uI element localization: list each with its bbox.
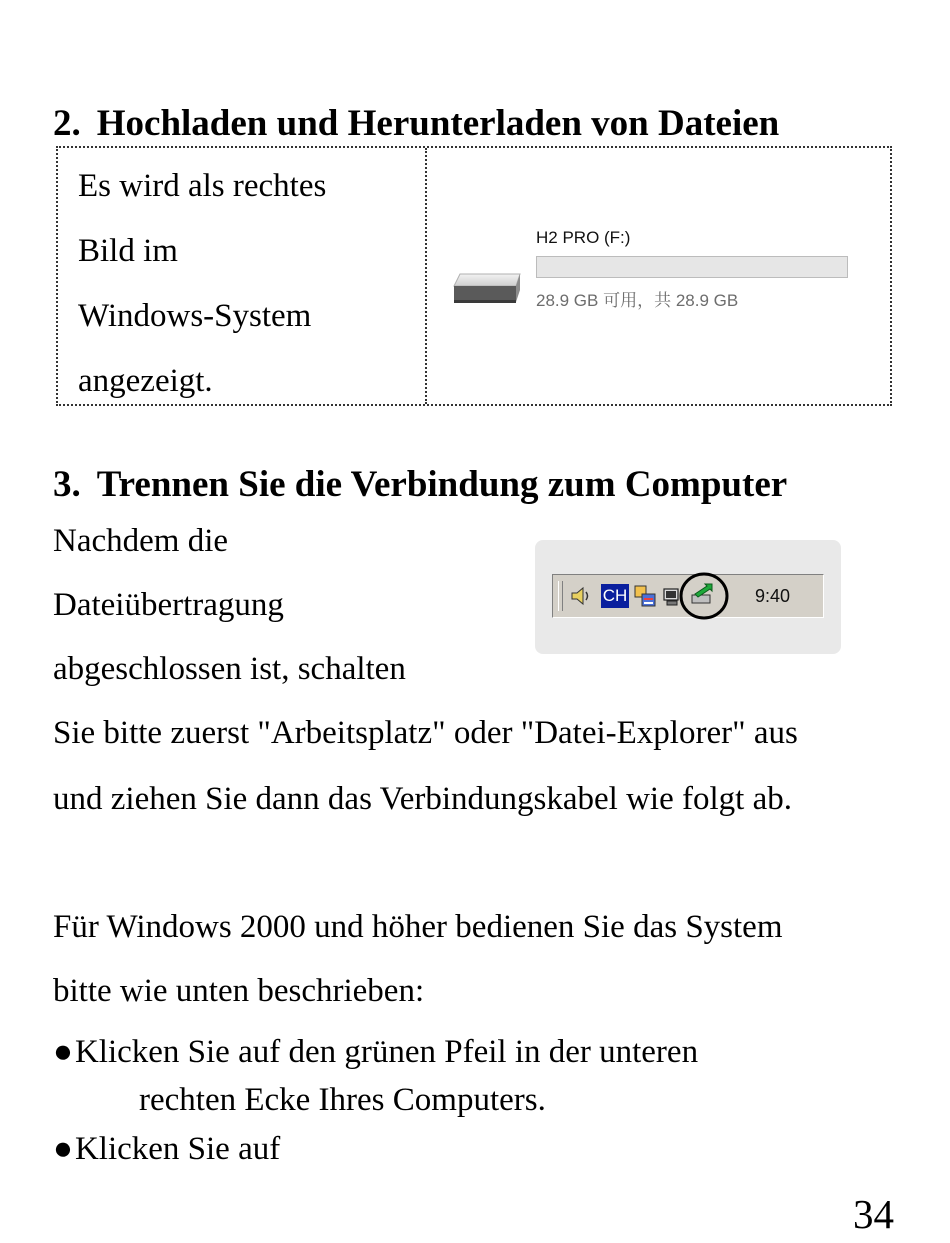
- table-divider: [425, 148, 427, 404]
- drive-description: [78, 154, 418, 414]
- description-line: Windows-System: [78, 298, 312, 334]
- drive-info-table: [56, 146, 892, 406]
- paragraph-line: bitte wie unten beschrieben:: [53, 973, 425, 1009]
- system-tray-screenshot: [535, 540, 841, 654]
- description-line: angezeigt.: [78, 363, 213, 399]
- description-line: Es wird als rechtes: [78, 168, 327, 204]
- removable-drive-icon: [450, 272, 524, 308]
- highlight-circle: [677, 568, 733, 624]
- paragraph-line: abgeschlossen ist, schalten: [53, 651, 406, 687]
- page-number: 34: [853, 1191, 894, 1237]
- drive-free-space: 28.9 GB 可用，共 28.9 GB: [536, 291, 739, 310]
- section-2-heading: [53, 102, 779, 146]
- tray-grip: [558, 581, 563, 611]
- paragraph-line: Sie bitte zuerst "Arbeitsplatz" oder "Datei-Explorer" aus: [53, 715, 798, 751]
- list-item-text: Klicken Sie auf den grünen Pfeil in der unteren: [74, 1034, 699, 1070]
- speaker-icon[interactable]: [569, 584, 593, 608]
- section-3-title: Trennen Sie die Verbindung zum Computer: [96, 464, 788, 505]
- drive-usage-bar: [536, 256, 848, 278]
- bullet-dot: ●: [53, 1034, 73, 1070]
- paragraph-line: Dateiübertragung: [53, 587, 284, 623]
- taskbar-tray: [552, 574, 824, 618]
- language-indicator[interactable]: CH: [601, 584, 629, 608]
- section-3-heading: [53, 463, 787, 507]
- list-item-continuation: rechten Ecke Ihres Computers.: [139, 1082, 546, 1118]
- paragraph-line: Nachdem die: [53, 523, 229, 559]
- list-item-text: Klicken Sie auf: [74, 1131, 281, 1167]
- section-2-number: 2.: [53, 103, 81, 144]
- clock[interactable]: 9:40: [755, 586, 791, 606]
- paragraph-line: Für Windows 2000 und höher bedienen Sie das System: [53, 909, 783, 945]
- bullet-dot: ●: [53, 1131, 73, 1167]
- paragraph-line: und ziehen Sie dann das Verbindungskabel wie folgt ab.: [53, 781, 792, 817]
- drive-name: H2 PRO (F:): [536, 228, 631, 247]
- section-3-number: 3.: [53, 464, 81, 505]
- description-line: Bild im: [78, 233, 178, 269]
- input-method-icon[interactable]: [633, 584, 657, 608]
- section-2-title: Hochladen und Herunterladen von Dateien: [96, 103, 780, 144]
- list-item: [53, 1125, 280, 1173]
- list-item: [53, 1028, 698, 1124]
- drive-entry[interactable]: [450, 228, 870, 318]
